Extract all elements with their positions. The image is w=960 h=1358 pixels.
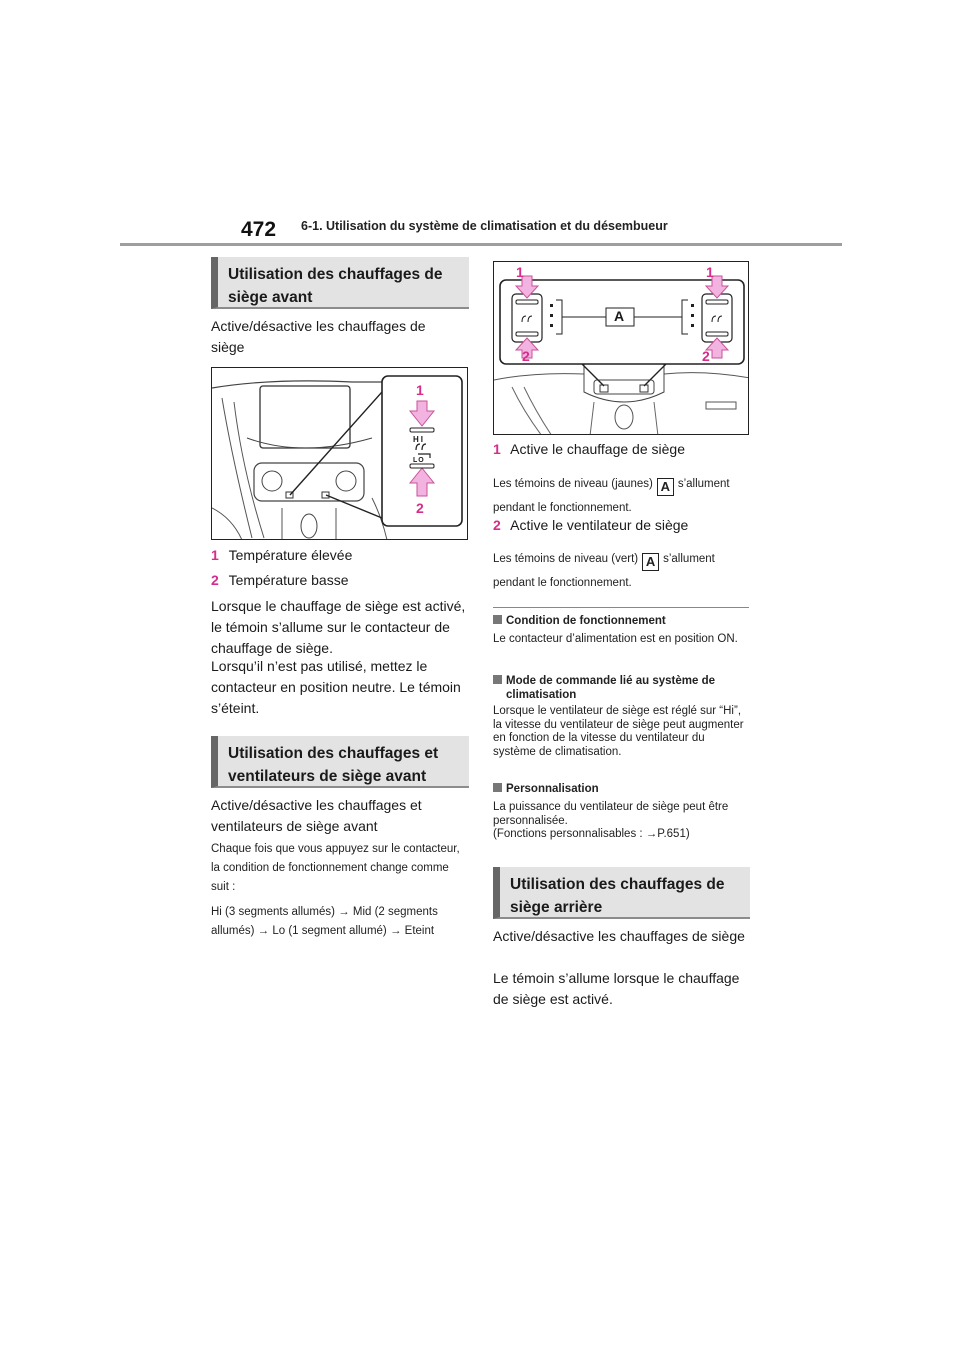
note-body: La puissance du ventilateur de siège peut être personnalisée. <box>493 801 729 827</box>
hi-label: HI <box>413 435 425 444</box>
note-text: Les témoins de niveau (vert) <box>493 553 639 565</box>
note-ac-linked-mode <box>493 674 749 759</box>
note-personalisation <box>493 782 749 842</box>
page-number: 472 <box>241 218 277 241</box>
callout-2-left: 2 <box>522 348 530 364</box>
section-title-rear-seat-heaters <box>493 867 750 919</box>
callout-1-right: 1 <box>706 264 714 280</box>
list-text: Température élevée <box>228 547 353 563</box>
figure-front-seat-heater-ventilator-switches <box>493 261 749 435</box>
list-item <box>211 545 466 566</box>
dashboard-illustration <box>212 368 468 540</box>
callout-1-left: 1 <box>516 264 524 280</box>
header-divider <box>120 243 842 246</box>
item1-note <box>493 472 749 520</box>
indicator-a-box: A <box>657 478 674 496</box>
section-title-text: Utilisation des chauffages et ventilateurs de siège avant <box>228 745 439 785</box>
console-illustration <box>494 262 749 435</box>
square-bullet-icon <box>493 675 502 684</box>
section-title-front-seat-heaters-ventilators <box>211 736 469 788</box>
notes-divider <box>493 607 749 608</box>
list-item <box>211 570 466 591</box>
callout-2: 2 <box>416 500 424 516</box>
section-title-text: Utilisation des chauffages de siège arrière <box>510 876 725 916</box>
list-item <box>493 515 749 536</box>
list-text: Température basse <box>228 572 349 588</box>
list-item <box>493 439 749 460</box>
lo-label: LO <box>413 457 425 464</box>
list-number: 1 <box>211 547 219 563</box>
item2-note <box>493 547 749 595</box>
figure-front-seat-heater-switch <box>211 367 468 540</box>
list-number: 2 <box>211 572 219 588</box>
note-text: s’allument pendant le fonctionnement. <box>493 478 730 514</box>
paragraph: Lorsqu’il n’est pas utilisé, mettez le contacteur en position neutre. Le témoin s’éteint. <box>211 658 461 716</box>
note-text: s’allument pendant le fonctionnement. <box>493 553 715 589</box>
section2-intro: Active/désactive les chauffages et ventilateurs de siège avant <box>211 797 422 834</box>
section-title-text: Utilisation des chauffages de siège avant <box>228 266 443 306</box>
list-text: Active le ventilateur de siège <box>510 517 689 533</box>
note-title: Mode de commande lié au système de climatisation <box>506 675 715 701</box>
callout-2-right: 2 <box>702 348 710 364</box>
note-body: Lorsque le ventilateur de siège est réglé sur “Hi”, la vitesse du ventilateur de siège peut augmenter en fonction de la vitesse du ventilateur du système de climatisation. <box>493 705 744 758</box>
list-number: 1 <box>493 441 501 457</box>
note-body: Le contacteur d’alimentation est en position ON. <box>493 633 738 645</box>
note-title: Personnalisation <box>506 783 599 795</box>
note-condition <box>493 614 749 647</box>
section1-intro: Active/désactive les chauffages de siège <box>211 318 426 355</box>
section2-note: Chaque fois que vous appuyez sur le contacteur, la condition de fonctionnement change comme suit : <box>211 843 460 893</box>
section3-intro: Active/désactive les chauffages de siège <box>493 928 745 944</box>
section3-paragraph: Le témoin s’allume lorsque le chauffage de siège est activé. <box>493 970 740 1007</box>
label-a: A <box>614 308 625 324</box>
note-title: Condition de fonctionnement <box>506 615 666 627</box>
indicator-a-box: A <box>642 553 659 571</box>
callout-1: 1 <box>416 382 424 398</box>
note-body-reference: (Fonctions personnalisables : →P.651) <box>493 828 690 840</box>
paragraph: Lorsque le chauffage de siège est activé, le témoin s’allume sur le contacteur de chauffage de siège. <box>211 598 466 656</box>
square-bullet-icon <box>493 615 502 624</box>
section-title-front-seat-heaters <box>211 257 469 309</box>
square-bullet-icon <box>493 783 502 792</box>
chapter-title: 6-1. Utilisation du système de climatisation et du désembueur <box>301 219 668 233</box>
list-text: Active le chauffage de siège <box>510 441 685 457</box>
section2-sequence: Hi (3 segments allumés) → Mid (2 segments allumés) → Lo (1 segment allumé) → Eteint <box>211 906 438 937</box>
list-number: 2 <box>493 517 501 533</box>
note-text: Les témoins de niveau (jaunes) <box>493 478 653 490</box>
